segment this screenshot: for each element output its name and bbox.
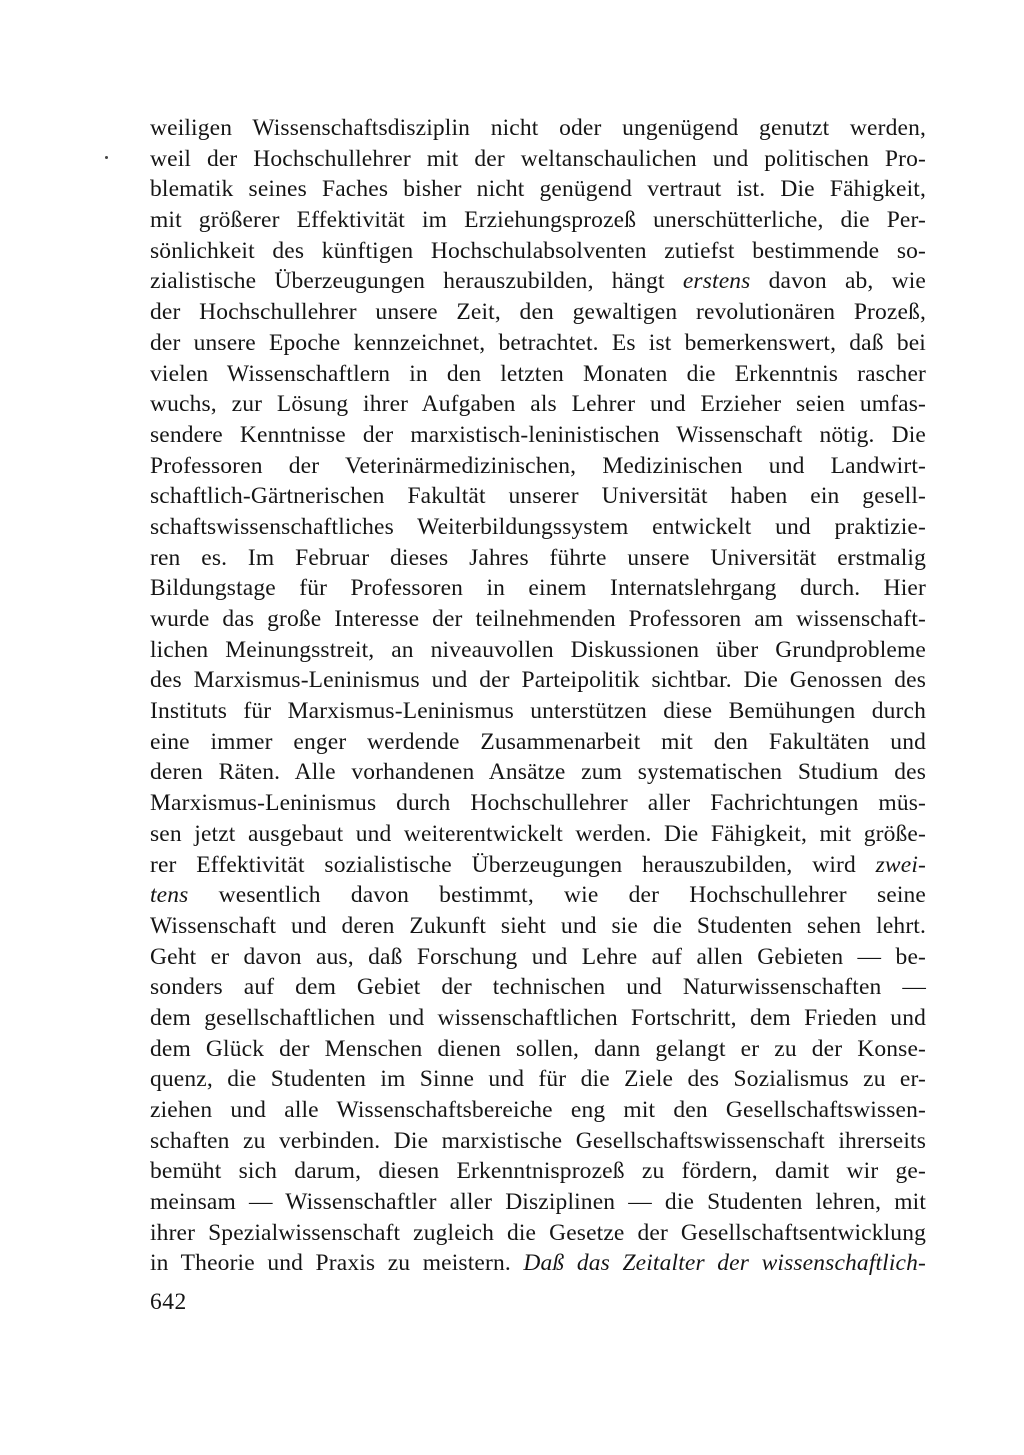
text-line (150, 635, 926, 666)
text-segment: bemüht sich darum, diesen Erkenntnisprozeß zu fördern, damit wir ge- (150, 1158, 926, 1185)
text-segment: Professoren der Veterinärmedizinischen, Medizinischen und Landwirt- (150, 452, 926, 479)
text-segment: sonders auf dem Gebiet der technischen und Naturwissenschaften — (150, 974, 926, 1001)
text-line (150, 1156, 926, 1187)
text-segment: dem gesellschaftlichen und wissenschaftlichen Fortschritt, dem Frieden und (150, 1004, 926, 1031)
text-segment: schaftswissenschaftliches Weiterbildungssystem entwickelt und praktizie- (150, 513, 926, 540)
text-line (150, 1095, 926, 1126)
text-segment: rer Effektivität sozialistische Überzeugungen herauszubilden, wird (150, 851, 876, 878)
text-segment: Bildungstage für Professoren in einem Internatslehrgang durch. Hier (150, 575, 926, 602)
text-line (150, 850, 926, 881)
text-segment: Marxismus-Leninismus durch Hochschullehrer aller Fachrichtungen müs- (150, 790, 926, 817)
text-segment: mit größerer Effektivität im Erziehungsprozeß unerschütterliche, die Per- (150, 207, 926, 234)
text-segment: wuchs, zur Lösung ihrer Aufgaben als Lehrer und Erzieher seien umfas- (150, 391, 926, 418)
text-line (150, 972, 926, 1003)
text-line (150, 359, 926, 390)
text-line (150, 113, 926, 144)
text-line (150, 144, 926, 175)
body-text (150, 113, 926, 1279)
italic-segment: zwei- (875, 851, 926, 878)
text-line (150, 297, 926, 328)
text-segment: Wissenschaft und deren Zukunft sieht und sie die Studenten sehen lehrt. (150, 912, 926, 939)
italic-segment: Daß das Zeitalter der wissenschaftlich- (523, 1250, 926, 1277)
text-segment: wesentlich davon bestimmt, wie der Hochschullehrer seine (188, 882, 926, 909)
text-segment: der unsere Epoche kennzeichnet, betrachtet. Es ist bemerkenswert, daß bei (150, 329, 926, 356)
text-segment: dem Glück der Menschen dienen sollen, dann gelangt er zu der Konse- (150, 1035, 926, 1062)
text-segment: eine immer enger werdende Zusammenarbeit mit den Fakultäten und (150, 728, 926, 755)
text-segment: ren es. Im Februar dieses Jahres führte unsere Universität erstmalig (150, 544, 926, 571)
text-line (150, 696, 926, 727)
text-segment: wurde das große Interesse der teilnehmenden Professoren am wissenschaft- (150, 606, 926, 632)
text-segment: meinsam — Wissenschaftler aller Disziplinen — die Studenten lehren, mit (150, 1189, 926, 1216)
text-segment: sönlichkeit des künftigen Hochschulabsolventen zutiefst bestimmende so- (150, 237, 926, 264)
text-line (150, 543, 926, 574)
text-line (150, 1187, 926, 1218)
text-line (150, 757, 926, 788)
text-line (150, 420, 926, 451)
text-line (150, 573, 926, 604)
text-line (150, 942, 926, 973)
text-line (150, 174, 926, 205)
page-number: 642 (150, 1289, 187, 1315)
text-segment: des Marxismus-Leninismus und der Parteipolitik sichtbar. Die Genossen des (150, 667, 926, 694)
text-segment: zialistische Überzeugungen herauszubilden, hängt (150, 268, 683, 295)
text-segment: ziehen und alle Wissenschaftsbereiche eng mit den Gesellschaftswissen- (150, 1097, 926, 1123)
text-line (150, 1064, 926, 1095)
text-line (150, 266, 926, 297)
text-line (150, 911, 926, 942)
text-segment: lichen Meinungsstreit, an niveauvollen Diskussionen über Grundprobleme (150, 636, 926, 663)
text-line (150, 1126, 926, 1157)
italic-segment: erstens (682, 268, 751, 295)
text-line (150, 788, 926, 819)
text-segment: Geht er davon aus, daß Forschung und Lehre auf allen Gebieten — be- (150, 943, 926, 970)
italic-segment: tens (150, 882, 189, 909)
text-segment: sendere Kenntnisse der marxistisch-leninistischen Wissenschaft nötig. Die (150, 421, 926, 448)
text-segment: vielen Wissenschaftlern in den letzten Monaten die Erkenntnis rascher (150, 360, 926, 387)
text-line (150, 236, 926, 267)
text-line (150, 1218, 926, 1249)
text-segment: weiligen Wissenschaftsdisziplin nicht oder ungenügend genutzt werden, (150, 115, 926, 141)
text-line (150, 665, 926, 696)
text-segment: in Theorie und Praxis zu meistern. (150, 1250, 524, 1277)
text-segment: quenz, die Studenten im Sinne und für die Ziele des Sozialismus zu er- (150, 1066, 926, 1093)
text-line (150, 1248, 926, 1279)
text-line (150, 451, 926, 482)
text-segment: Instituts für Marxismus-Leninismus unterstützen diese Bemühungen durch (150, 698, 926, 725)
text-line (150, 1034, 926, 1065)
text-line (150, 819, 926, 850)
text-segment: sen jetzt ausgebaut und weiterentwickelt werden. Die Fähigkeit, mit größe- (150, 820, 926, 847)
text-line (150, 481, 926, 512)
text-segment: schaftlich-Gärtnerischen Fakultät unserer Universität haben ein gesell- (150, 483, 926, 510)
text-segment: davon ab, wie (750, 268, 926, 295)
text-line (150, 727, 926, 758)
text-segment: der Hochschullehrer unsere Zeit, den gewaltigen revolutionären Prozeß, (150, 299, 926, 326)
text-line (150, 205, 926, 236)
text-segment: ihrer Spezialwissenschaft zugleich die Gesetze der Gesellschaftsentwicklung (150, 1219, 926, 1246)
text-line (150, 880, 926, 911)
text-segment: weil der Hochschullehrer mit der weltanschaulichen und politischen Pro- (150, 145, 926, 172)
text-segment: blematik seines Faches bisher nicht genügend vertraut ist. Die Fähigkeit, (150, 176, 926, 203)
print-speck (105, 156, 108, 159)
text-line (150, 604, 926, 635)
text-line (150, 512, 926, 543)
text-line (150, 389, 926, 420)
text-segment: deren Räten. Alle vorhandenen Ansätze zum systematischen Studium des (150, 759, 926, 786)
text-line (150, 1003, 926, 1034)
text-segment: schaften zu verbinden. Die marxistische Gesellschaftswissenschaft ihrerseits (150, 1127, 926, 1154)
text-line (150, 328, 926, 359)
